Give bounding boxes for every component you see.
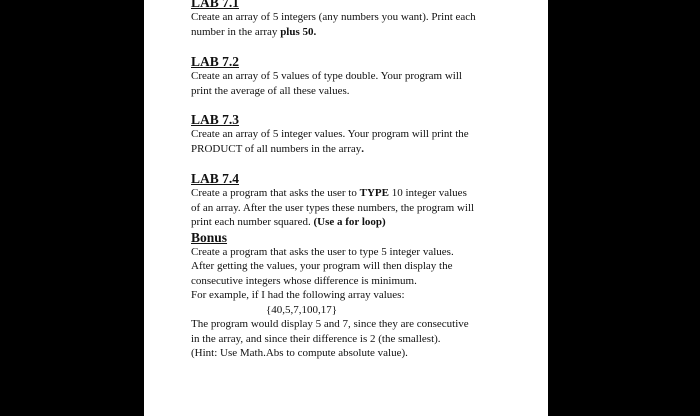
lab-line: PRODUCT of all numbers in the array.: [191, 142, 365, 155]
lab-body: [191, 186, 511, 230]
lab-line: of an array. After the user types these numbers, the program will: [191, 201, 475, 214]
lab-line: Create an array of 5 integers (any numbers you want). Print each: [191, 11, 476, 23]
example-array: {40,5,7,100,17}: [266, 303, 338, 316]
lab-title: LAB 7.2: [191, 54, 240, 69]
lab-line: Create a program that asks the user to TYPE 10 integer values: [191, 187, 467, 199]
bonus-line: (Hint: Use Math.Abs to compute absolute value).: [191, 347, 408, 359]
lab-line: print the average of all these values.: [191, 84, 350, 97]
lab-title: LAB 7.3: [191, 112, 240, 127]
lab-line: number in the array plus 50.: [191, 25, 317, 38]
bonus-line: consecutive integers whose difference is minimum.: [191, 274, 417, 287]
document-page: [144, 0, 548, 416]
bonus-title: Bonus: [191, 229, 228, 245]
lab-body: [191, 10, 511, 39]
lab-7-2: [191, 54, 511, 98]
lab-title: LAB 7.1: [191, 0, 240, 10]
lab-7-4: [191, 171, 511, 361]
lab-body: [191, 69, 511, 98]
lab-7-1: [191, 0, 511, 39]
bonus-line: in the array, and since their difference is 2 (the smallest).: [191, 332, 441, 345]
bonus-line: For example, if I had the following array values:: [191, 289, 405, 301]
bonus-line: After getting the values, your program will then display the: [191, 260, 453, 272]
bonus-body: [191, 245, 511, 361]
lab-7-3: [191, 112, 511, 156]
bonus-line: Create a program that asks the user to type 5 integer values.: [191, 245, 454, 258]
lab-line: Create an array of 5 integer values. Your program will print the: [191, 128, 469, 140]
lab-line: Create an array of 5 values of type double. Your program will: [191, 70, 462, 82]
bonus-line: The program would display 5 and 7, since they are consecutive: [191, 318, 469, 330]
lab-body: [191, 127, 511, 156]
lab-title: LAB 7.4: [191, 171, 240, 186]
lab-line: print each number squared. (Use a for loop): [191, 216, 386, 228]
